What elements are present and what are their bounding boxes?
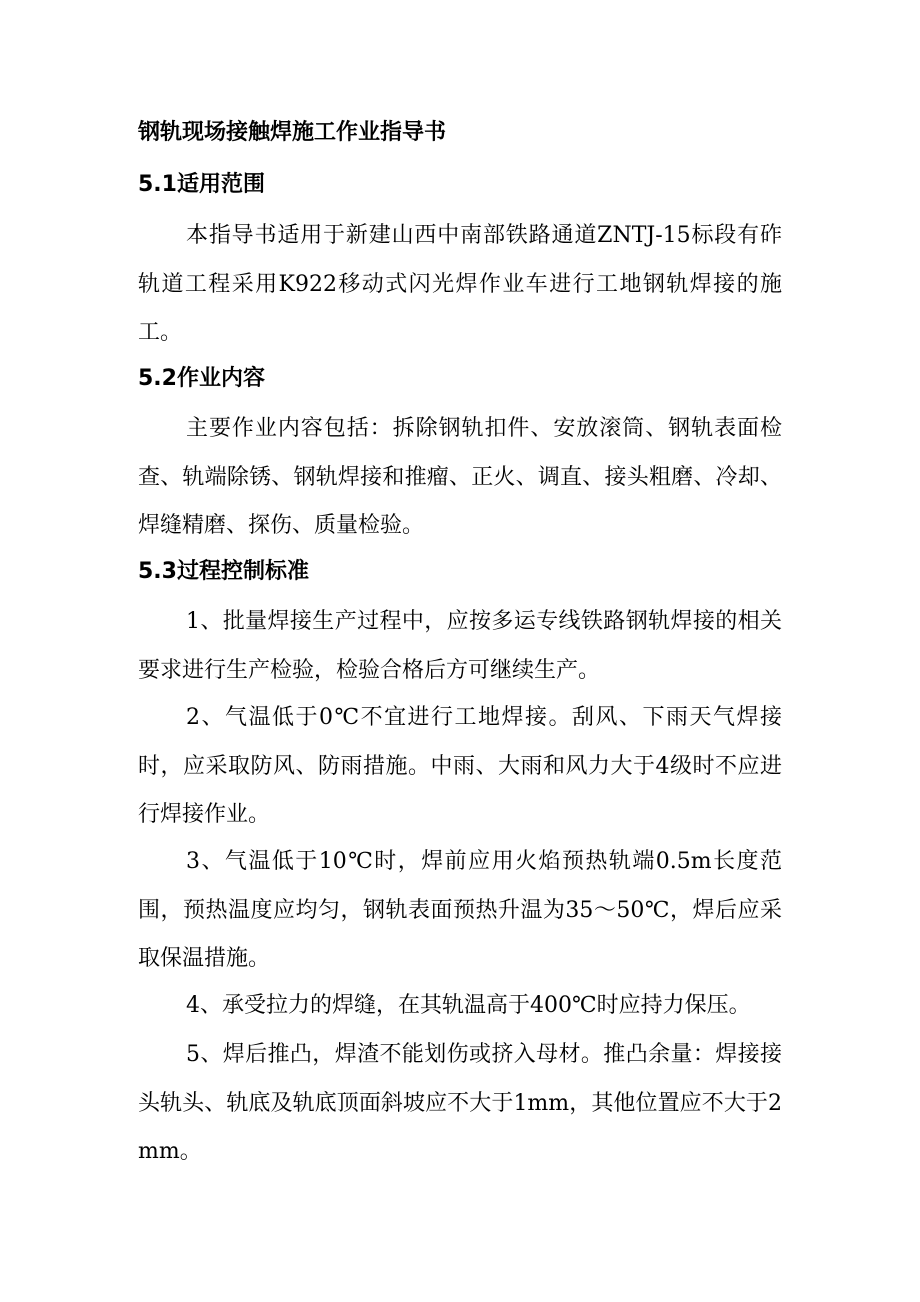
document-title: 钢轨现场接触焊施工作业指导书 xyxy=(138,120,447,145)
paragraph-control-item-3: 3、气温低于10℃时，焊前应用火焰预热轨端0.5m长度范围，预热温度应均匀，钢轨表面预热升温为35～50℃，焊后应采取保温措施。 xyxy=(138,849,782,971)
paragraph-control-item-4: 4、承受拉力的焊缝，在其轨温高于400℃时应持力保压。 xyxy=(186,993,751,1018)
paragraph-control-item-1: 1、批量焊接生产过程中，应按多运专线铁路钢轨焊接的相关要求进行生产检验，检验合格后方可继续生产。 xyxy=(138,609,782,683)
paragraph-control-item-2: 2、气温低于0℃不宜进行工地焊接。刮风、下雨天气焊接时，应采取防风、防雨措施。中雨、大雨和风力大于4级时不应进行焊接作业。 xyxy=(138,705,782,827)
paragraph-scope: 本指导书适用于新建山西中南部铁路通道ZNTJ-15标段有砟轨道工程采用K922移动式闪光焊作业车进行工地钢轨焊接的施工。 xyxy=(138,223,782,345)
paragraph-control-item-5: 5、焊后推凸，焊渣不能划伤或挤入母材。推凸余量：焊接接头轨头、轨底及轨底顶面斜坡应不大于1mm，其他位置应不大于2mm。 xyxy=(138,1042,782,1164)
section-heading-5-1: 5.1适用范围 xyxy=(138,172,265,197)
paragraph-work-content: 主要作业内容包括：拆除钢轨扣件、安放滚筒、钢轨表面检查、轨端除锈、钢轨焊接和推瘤、正火、调直、接头粗磨、冷却、焊缝精磨、探伤、质量检验。 xyxy=(138,416,782,538)
section-heading-5-3: 5.3过程控制标准 xyxy=(138,559,309,584)
section-heading-5-2: 5.2作业内容 xyxy=(138,366,265,391)
